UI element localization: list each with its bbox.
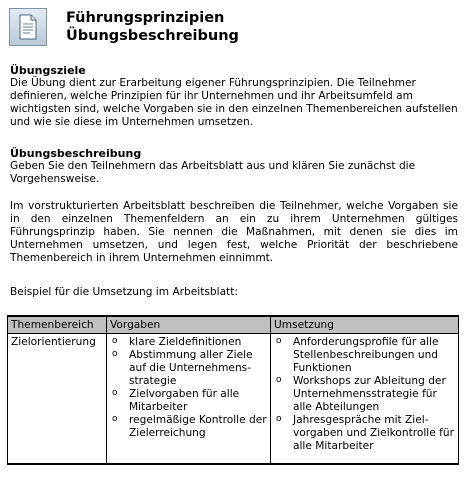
- example-table: [7, 315, 459, 465]
- col-header-themenbereich: Themenbereich: [8, 316, 107, 334]
- section-ubungsziele: [10, 64, 458, 129]
- title-line-1: Führungsprinzipien: [66, 10, 225, 26]
- table-header-row: [8, 316, 459, 334]
- document-icon: [9, 8, 47, 46]
- heading-ubungsziele: Übungsziele: [10, 64, 86, 77]
- heading-ubungsbeschreibung: Übungsbeschreibung: [10, 147, 142, 160]
- paragraph-description: [10, 200, 458, 265]
- page-title: [66, 9, 239, 45]
- table-row: [8, 334, 459, 465]
- text-description: Im vorstrukturierten Arbeitsblatt beschreiben die Teilnehmer, welche Vorgaben sie in den einzelnen Themenfeldern an ein zu ihrem Unternehmen gültiges Führungsprinzip haben. Sie nennen die Maßnahmen, mit denen sie dies im Unternehmen umsetzen, und legen fest, welche Priorität der beschriebene Themenbereich in ihrem Unternehmen einnimmt.: [10, 200, 458, 264]
- col-header-umsetzung: Umsetzung: [271, 316, 459, 334]
- title-line-2: Übungsbeschreibung: [66, 28, 239, 44]
- cell-umsetzung: [271, 334, 459, 465]
- list-item: o regelmäßige Kontrolle der Zielerreichung: [110, 414, 267, 440]
- cell-topic: Zielorientierung: [8, 334, 107, 465]
- text-ubungsziele: Die Übung dient zur Erarbeitung eigener Führungsprinzipien. Die Teilnehmer definieren, welche Prinzipien für ihr Unternehmen und ihr Arbeitsumfeld am wichtigsten sind, welche Vorgaben sie in den einzelnen Themenbereichen aufstellen und wie sie diese im Unternehmen umsetzen.: [10, 77, 458, 128]
- section-ubungsbeschreibung: [10, 147, 458, 186]
- vorgaben-list: [110, 336, 267, 440]
- list-item: o klare Zieldefinitionen: [110, 336, 267, 349]
- list-item: o Abstimmung aller Ziele auf die Unternehmensstrategie: [110, 349, 267, 388]
- cell-vorgaben: [107, 334, 271, 465]
- list-item: o Workshops zur Ableitung der Unternehmensstrategie für alle Abteilungen: [274, 375, 455, 414]
- list-item: o Anforderungsprofile für alle Stellenbeschreibungen und Funktionen: [274, 336, 455, 375]
- paragraph-example-intro: [10, 286, 458, 299]
- list-item: o Zielvorgaben für alle Mitarbeiter: [110, 388, 267, 414]
- list-item: o Jahresgespräche mit Zielvorgaben und Zielkontrolle für alle Mitarbeiter: [274, 414, 455, 453]
- col-header-vorgaben: Vorgaben: [107, 316, 271, 334]
- text-instructions: Geben Sie den Teilnehmern das Arbeitsblatt aus und klären Sie zunächst die Vorgehensweise.: [10, 160, 416, 185]
- umsetzung-list: [274, 336, 455, 453]
- text-example-intro: Beispiel für die Umsetzung im Arbeitsblatt:: [10, 286, 238, 298]
